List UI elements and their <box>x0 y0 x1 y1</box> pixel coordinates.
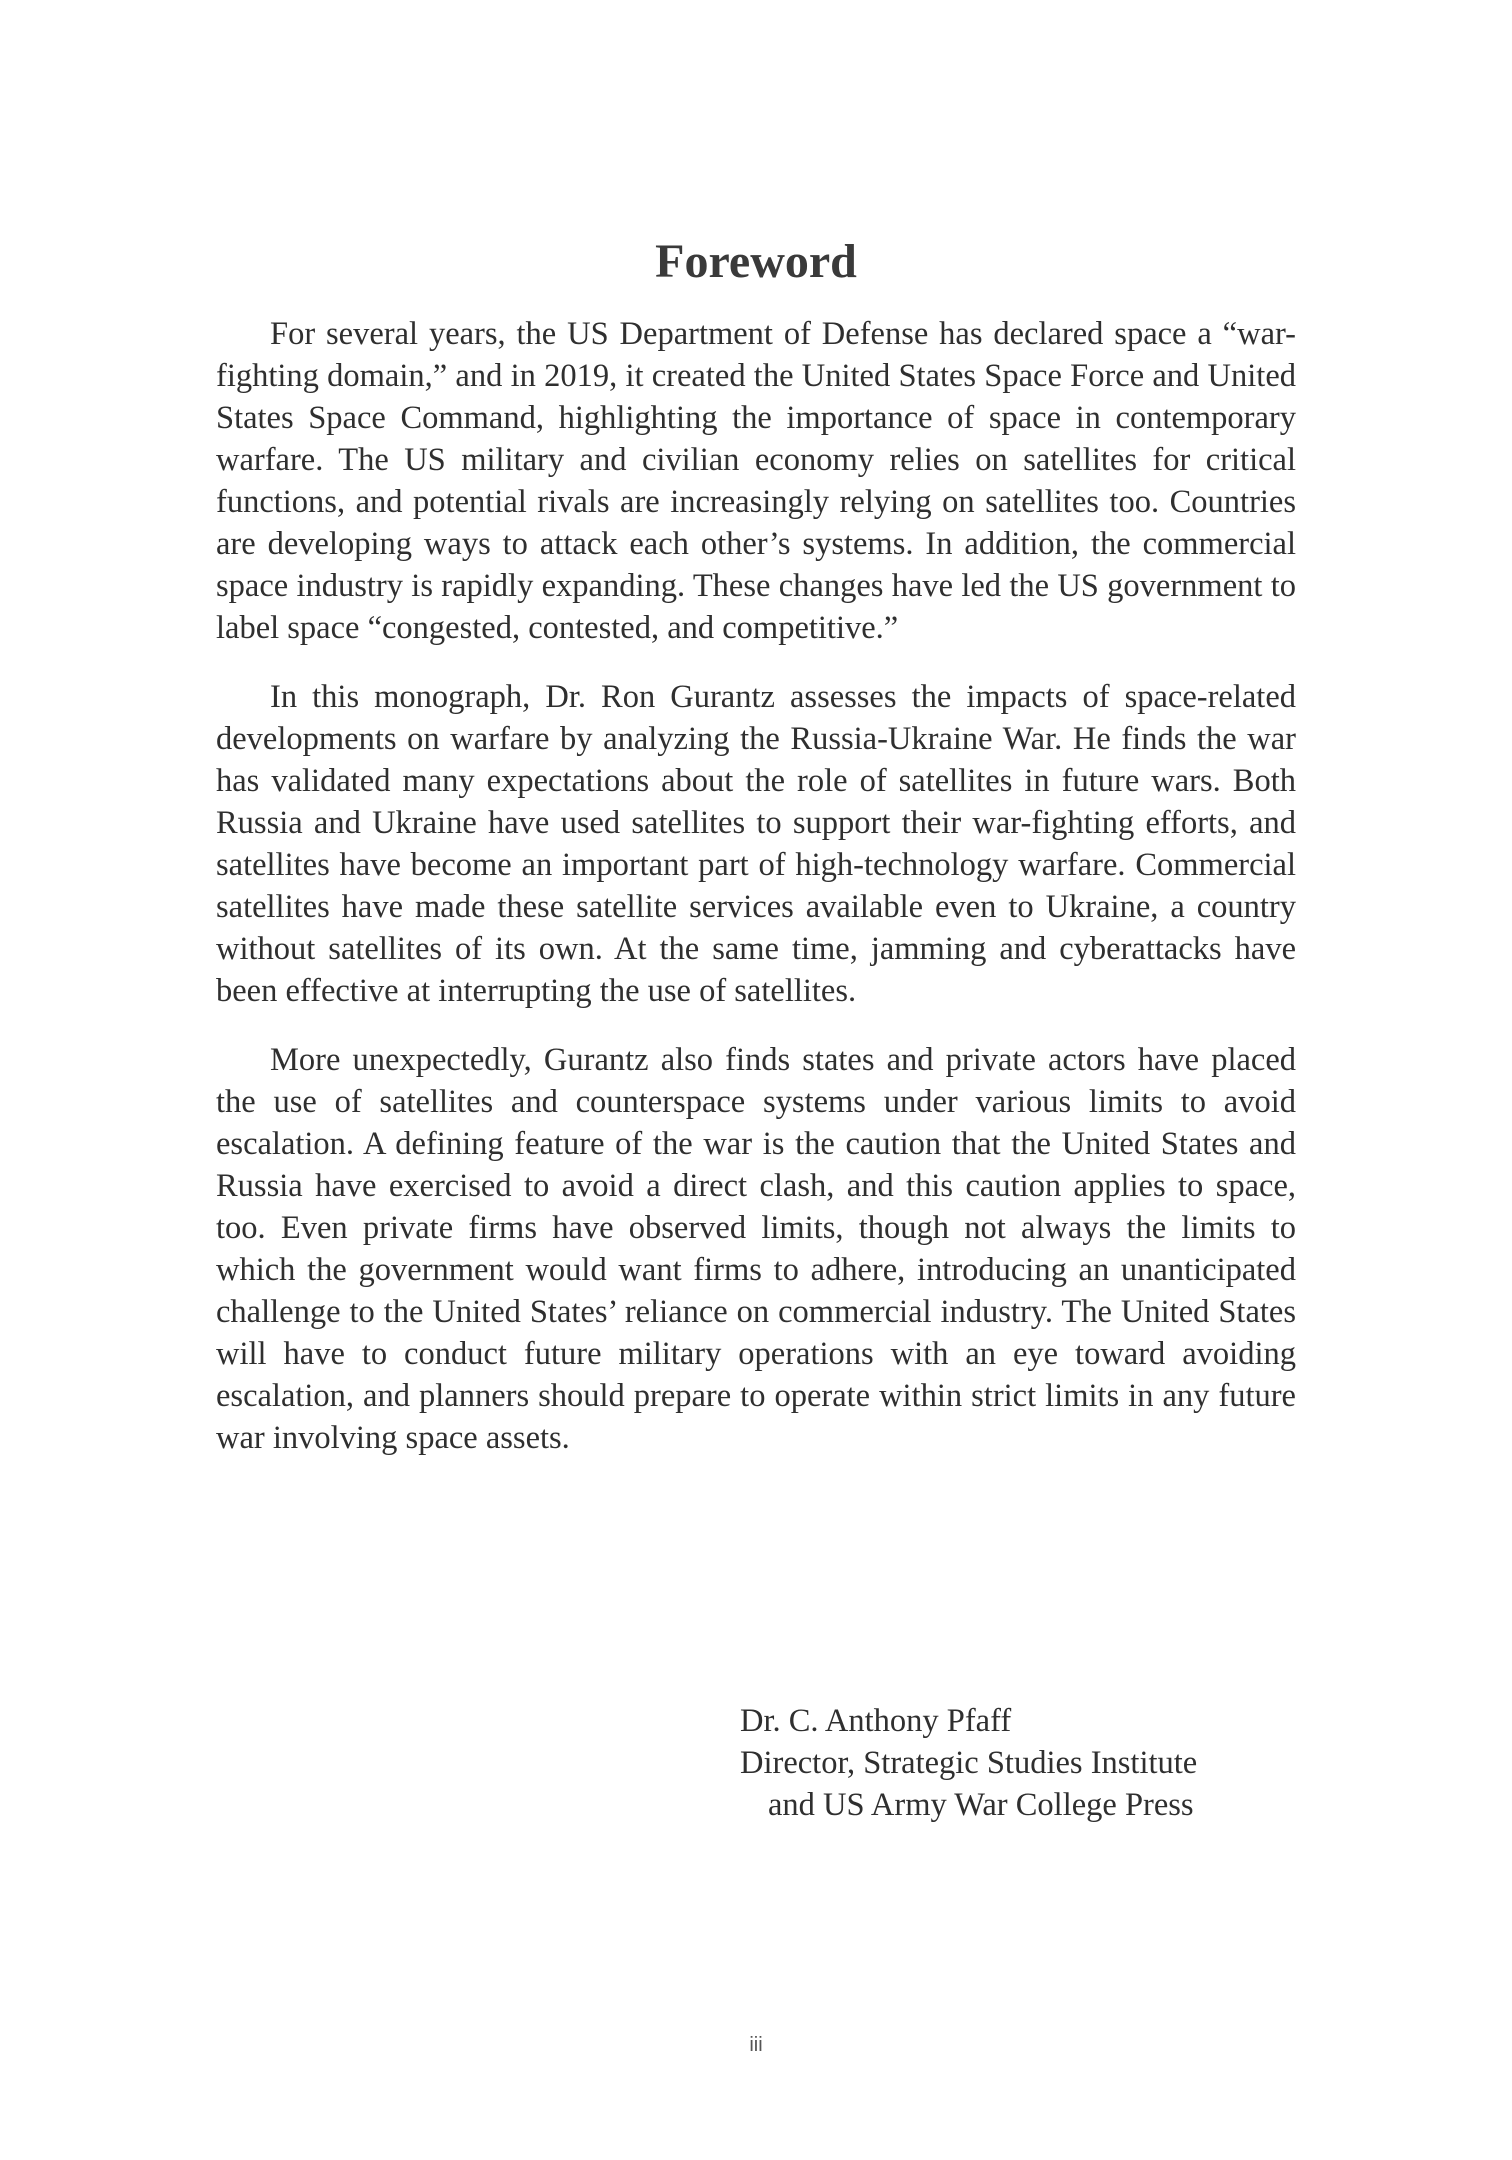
foreword-body <box>216 313 1296 1486</box>
paragraph-1: For several years, the US Department of Defense has declared space a “war-fighting domain,” and in 2019, it created the United States Space Force and United States Space Command, highlighting the importance of space in contemporary warfare. The US military and civilian economy relies on satellites for critical functions, and potential rivals are increasingly relying on satellites too. Countries are developing ways to attack each other’s systems. In addition, the commercial space industry is rapidly expanding. These changes have led the US government to label space “congested, contested, and competitive.” <box>216 316 1296 646</box>
paragraph-2: In this monograph, Dr. Ron Gurantz assesses the impacts of space-related developments on warfare by analyzing the Russia-Ukraine War. He finds the war has validated many expectations about the role of satellites in future wars. Both Russia and Ukraine have used satellites to support their war-fighting efforts, and satellites have become an important part of high-technology warfare. Commercial satellites have made these satellite services available even to Ukraine, a country without satellites of its own. At the same time, jamming and cyberattacks have been effective at interrupting the use of satellites. <box>216 679 1296 1009</box>
signature-block <box>740 1700 1197 1826</box>
signature-name: Dr. C. Anthony Pfaff <box>740 1703 1012 1739</box>
paragraph-3: More unexpectedly, Gurantz also finds states and private actors have placed the use of satellites and counterspace systems under various limits to avoid escalation. A defining feature of the war is the caution that the United States and Russia have exercised to avoid a direct clash, and this caution applies to space, too. Even private firms have observed limits, though not always the limits to which the government would want firms to adhere, introducing an unanticipated challenge to the United States’ reliance on commercial industry. The United States will have to conduct future military operations with an eye toward avoiding escalation, and planners should prepare to operate within strict limits in any future war involving space assets. <box>216 1042 1296 1456</box>
signature-title-line-2: and US Army War College Press <box>768 1787 1194 1823</box>
page-title: Foreword <box>655 235 857 289</box>
signature-title-line-1: Director, Strategic Studies Institute <box>740 1745 1198 1781</box>
page-number: iii <box>749 2034 763 2056</box>
